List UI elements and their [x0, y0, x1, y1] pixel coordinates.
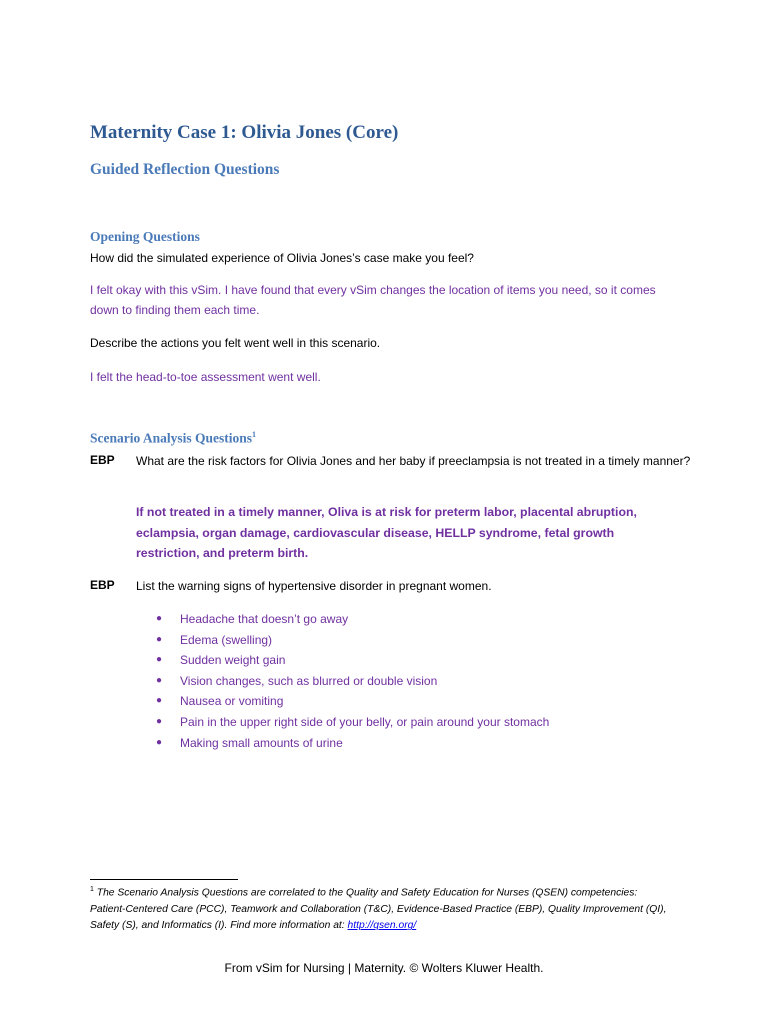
list-item — [156, 733, 549, 754]
list-item-text: Sudden weight gain — [180, 653, 286, 668]
scenario-question-1: What are the risk factors for Olivia Jones and her baby if preeclampsia is not treated in a timely manner? — [136, 454, 691, 468]
footnote — [90, 882, 670, 935]
list-item — [156, 630, 549, 651]
scenario-answer-1: If not treated in a timely manner, Oliva is at risk for preterm labor, placental abruption, eclampsia, organ damage, cardiovascular disease, HELLP syndrome, fetal growth restriction, and preterm birth. — [136, 505, 637, 560]
bullet-dot-icon: ● — [156, 633, 163, 645]
page-footer: From vSim for Nursing | Maternity. © Wolters Kluwer Health. — [224, 961, 544, 975]
bullet-dot-icon: ● — [156, 613, 163, 624]
opening-question-1: How did the simulated experience of Olivia Jones’s case make you feel? — [90, 251, 474, 265]
list-item-text: Edema (swelling) — [180, 632, 273, 647]
list-item-text: Headache that doesn’t go away — [180, 612, 349, 626]
scenario-analysis-heading — [90, 430, 256, 447]
qsen-tag-ebp: EBP — [90, 578, 115, 592]
list-item-text: Nausea or vomiting — [180, 694, 284, 709]
opening-answer-2: I felt the head-to-toe assessment went well. — [90, 370, 321, 384]
opening-questions-heading: Opening Questions — [90, 229, 200, 244]
page-title: Maternity Case 1: Olivia Jones (Core) — [90, 122, 399, 143]
list-item — [156, 650, 549, 671]
qsen-tag-ebp: EBP — [90, 453, 115, 467]
footnote-reference[interactable]: 1 — [252, 430, 257, 439]
list-item — [156, 712, 549, 733]
scenario-heading-text: Scenario Analysis Questions — [90, 430, 253, 446]
bullet-dot-icon: ● — [156, 695, 163, 707]
list-item-text: Pain in the upper right side of your belly, or pain around your stomach — [180, 714, 550, 729]
scenario-question-2: List the warning signs of hypertensive disorder in pregnant women. — [136, 579, 492, 593]
bullet-dot-icon: ● — [156, 736, 163, 748]
list-item — [156, 691, 549, 712]
footnote-mark: 1 — [90, 886, 94, 893]
list-item — [156, 609, 549, 630]
list-item-text: Vision changes, such as blurred or double vision — [180, 673, 438, 688]
bullet-dot-icon: ● — [156, 654, 163, 666]
bullet-dot-icon: ● — [156, 715, 163, 727]
qsen-link[interactable]: http://qsen.org/ — [347, 920, 417, 932]
footnote-divider — [90, 879, 238, 880]
bullet-dot-icon: ● — [156, 674, 163, 686]
list-item-text: Making small amounts of urine — [180, 735, 343, 750]
opening-question-2: Describe the actions you felt went well in this scenario. — [90, 336, 381, 350]
page-subtitle: Guided Reflection Questions — [90, 161, 280, 178]
list-item — [156, 671, 549, 692]
footnote-text: The Scenario Analysis Questions are correlated to the Quality and Safety Education for Nurses (QSEN) competencies: Patient-Centered Care (PCC), Teamwork and Collaboration (T&C), Evidence-Based Practice (EBP), Quality Improvement (QI), Safety (S), and Informatics (I). Find more information at: — [90, 887, 667, 932]
opening-answer-1: I felt okay with this vSim. I have found that every vSim changes the location of items you need, so it comes down to finding them each time. — [90, 283, 656, 317]
warning-signs-list — [156, 609, 549, 753]
